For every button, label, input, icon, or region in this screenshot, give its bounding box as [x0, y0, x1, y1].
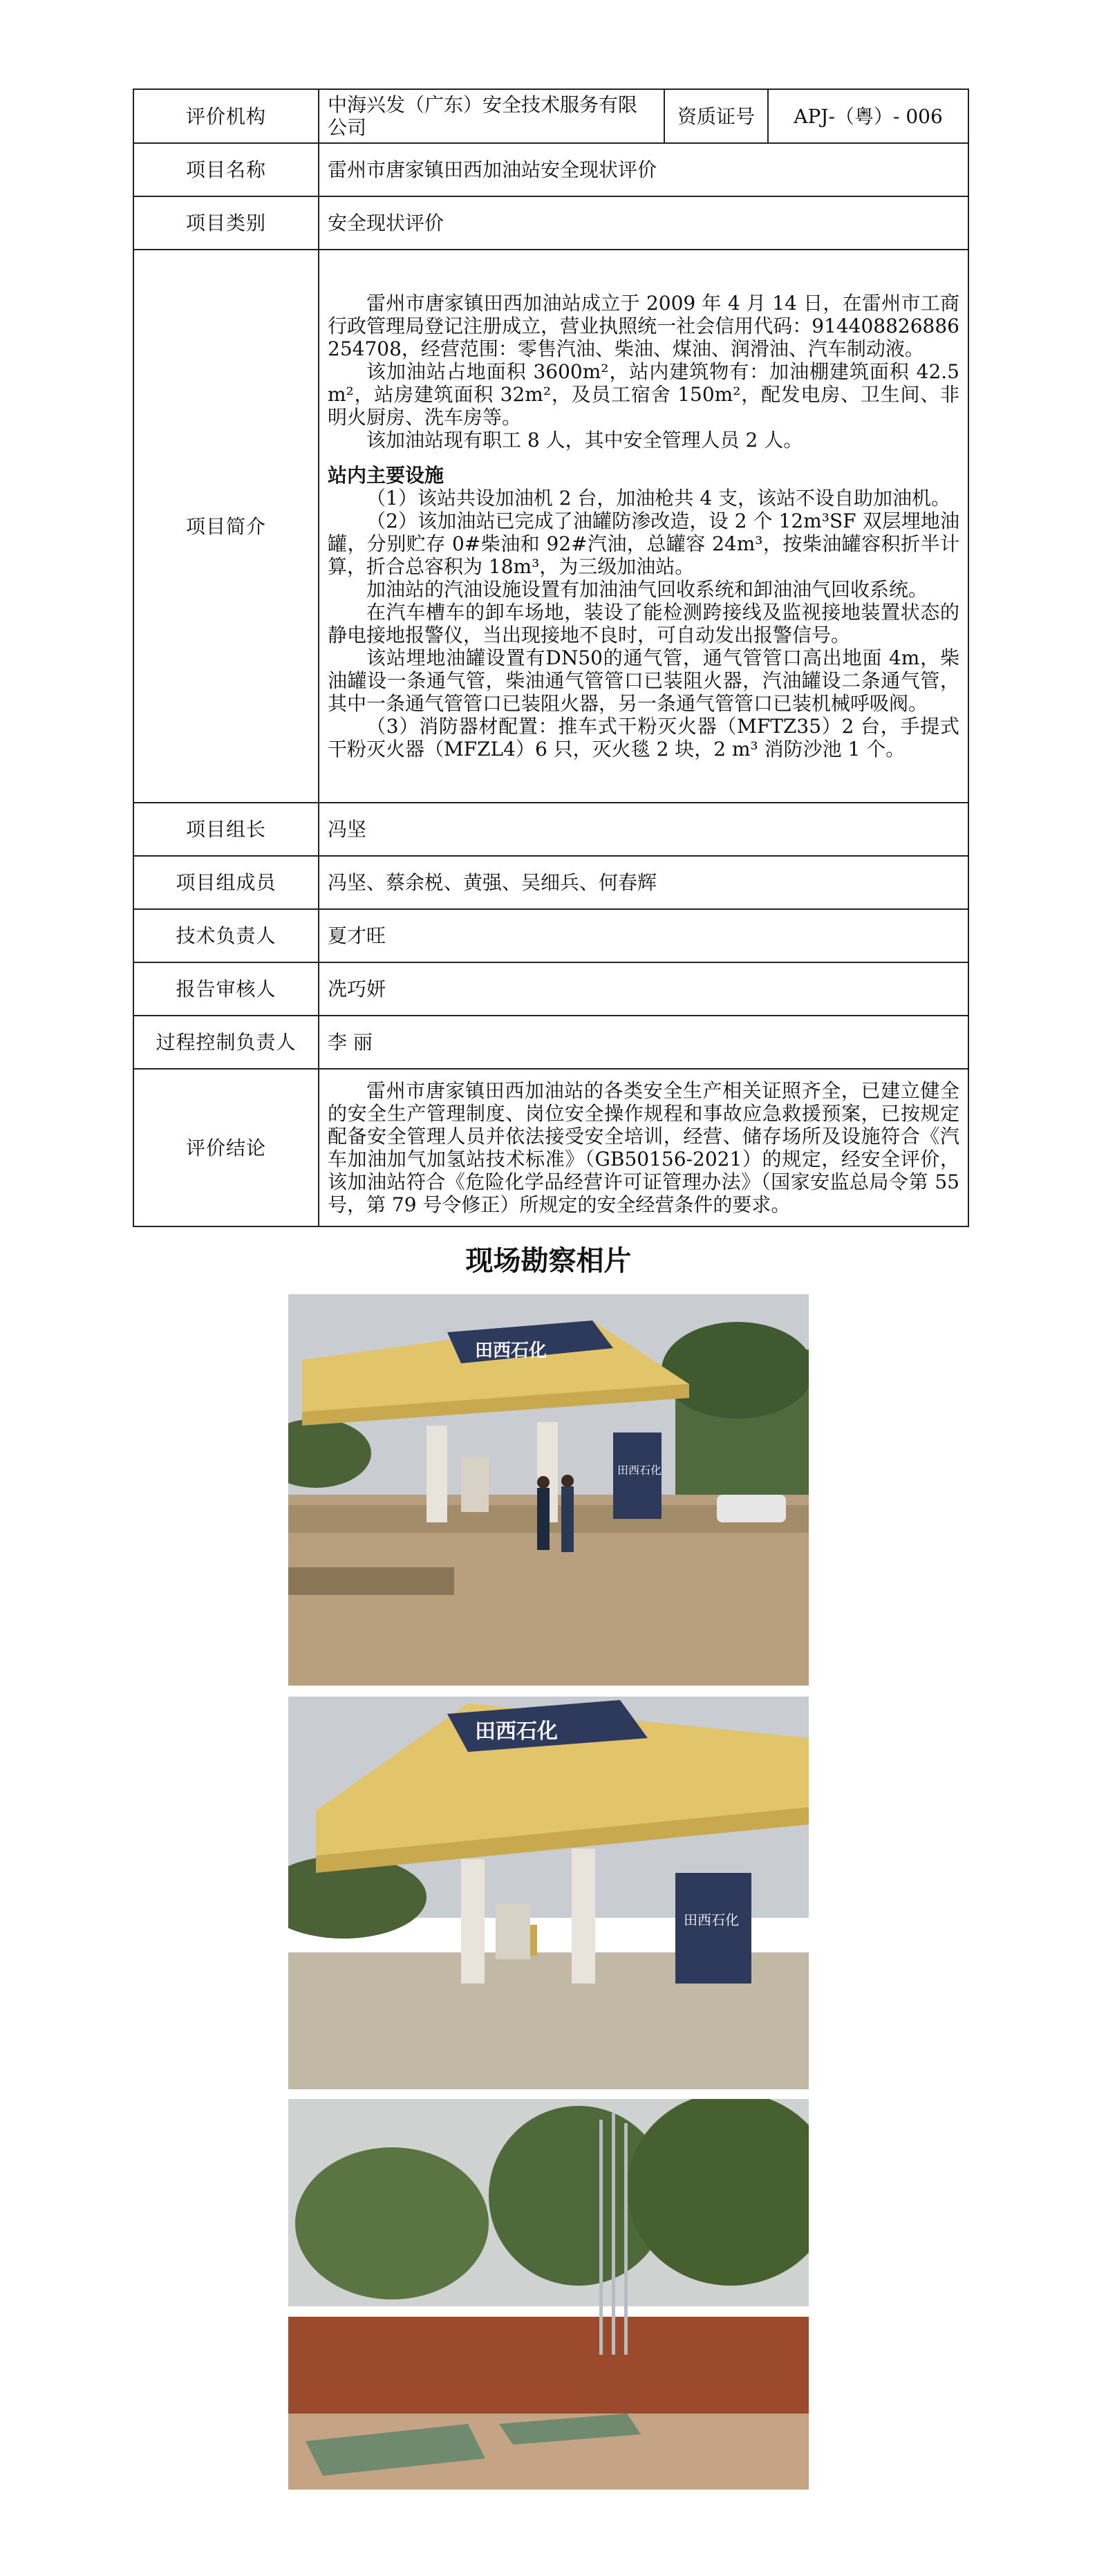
intro-p8: 该站埋地油罐设置有DN50的通气管，通气管管口高出地面 4m，柴油罐设一条通气管，柴油通气管管口已装阻火器，汽油罐设二条通气管，其中一条通气管管口已装阻火器，另一条通气管管口已装机械呼吸阀。: [328, 646, 959, 715]
org-value: 中海兴发（广东）安全技术服务有限公司: [319, 89, 664, 143]
row-reviewer: [133, 962, 968, 1016]
intro-p7: 在汽车槽车的卸车场地，装设了能检测跨接线及监视接地装置状态的静电接地报警仪，当出现接地不良时，可自动发出报警信号。: [328, 601, 959, 646]
row-members: [133, 856, 968, 909]
row-project-type: [133, 196, 968, 250]
process-value: 李 丽: [319, 1016, 968, 1069]
tech-value: 夏才旺: [319, 909, 968, 962]
row-process: [133, 1016, 968, 1069]
row-conclusion: [133, 1069, 968, 1226]
conclusion-value: [319, 1069, 968, 1226]
canopy-sign-text-2: 田西石化: [475, 1719, 558, 1744]
intro-p2: 该加油站占地面积 3600m²，站内建筑物有：加油棚建筑面积 42.5m²，站房建筑面积 32m²，及员工宿舍 150m²，配发电房、卫生间、非明火厨房、洗车房等。: [328, 360, 959, 429]
intro-p9: （3）消防器材配置：推车式干粉灭火器（MFTZ35）2 台，手提式干粉灭火器（MFZL4）6 只，灭火毯 2 块，2 m³ 消防沙池 1 个。: [328, 715, 959, 760]
reviewer-label: 报告审核人: [133, 962, 319, 1016]
intro-p4: （1）该站共设加油机 2 台，加油枪共 4 支，该站不设自助加油机。: [366, 487, 951, 510]
intro-p6: 加油站的汽油设施设置有加油油气回收系统和卸油油气回收系统。: [366, 578, 928, 601]
site-photo-1: [288, 1294, 809, 1686]
leader-label: 项目组长: [133, 803, 319, 856]
evaluation-info-table: [133, 88, 969, 1227]
canopy-sign-text: 田西石化: [475, 1341, 547, 1361]
intro-p1: 雷州市唐家镇田西加油站成立于 2009 年 4 月 14 日，在雷州市工商行政管理局登记注册成立，营业执照统一社会信用代码：914408826886254708，经营范围：零售汽油、柴油、煤油、润滑油、汽车制动液。: [328, 292, 959, 360]
cert-value: APJ-（粤）- 006: [768, 89, 968, 143]
members-label: 项目组成员: [133, 856, 319, 909]
members-value: 冯坚、蔡余棁、黄强、吴细兵、何春辉: [319, 856, 968, 909]
site-photo-1-image: [288, 1294, 809, 1686]
project-name-value: 雷州市唐家镇田西加油站安全现状评价: [319, 143, 968, 196]
store-sign-text-2: 田西石化: [684, 1912, 739, 1928]
site-photo-3: [288, 2099, 809, 2490]
project-type-value: 安全现状评价: [319, 196, 968, 250]
org-label: 评价机构: [133, 89, 319, 143]
site-photo-2-image: [288, 1697, 809, 2089]
intro-p5: （2）该加油站已完成了油罐防渗改造，设 2 个 12m³SF 双层埋地油罐，分别贮存 0#柴油和 92#汽油，总罐容 24m³，按柴油罐容积折半计算，折合总容积为 18m³，为三级加油站。: [328, 510, 959, 578]
row-intro: [133, 250, 968, 803]
conclusion-label: 评价结论: [133, 1069, 319, 1226]
project-type-label: 项目类别: [133, 196, 319, 250]
process-label: 过程控制负责人: [133, 1016, 319, 1069]
project-name-label: 项目名称: [133, 143, 319, 196]
cert-label: 资质证号: [664, 89, 768, 143]
site-photo-3-image: [288, 2099, 809, 2490]
row-project-name: [133, 143, 968, 196]
conclusion-text: 雷州市唐家镇田西加油站的各类安全生产相关证照齐全，已建立健全的安全生产管理制度、岗位安全操作规程和事故应急救援预案，已按规定配备安全管理人员并依法接受安全培训，经营、储存场所及设施符合《汽车加油加气加氢站技术标准》（GB50156-2021）的规定，经安全评价，该加油站符合《危险化学品经营许可证管理办法》（国家安监总局令第 55 号，第 79 号令修正）所规定的安全经营条件的要求。: [328, 1079, 959, 1216]
row-tech: [133, 909, 968, 962]
facilities-heading: 站内主要设施: [328, 464, 444, 487]
store-sign-text: 田西石化: [617, 1464, 662, 1477]
site-photo-2: [288, 1697, 809, 2089]
row-org: [133, 89, 968, 143]
leader-value: 冯坚: [319, 803, 968, 856]
reviewer-value: 冼巧妍: [319, 962, 968, 1016]
intro-content: [319, 250, 968, 803]
tech-label: 技术负责人: [133, 909, 319, 962]
row-leader: [133, 803, 968, 856]
photos-title: 现场勘察相片: [465, 1245, 632, 1277]
intro-label: 项目简介: [133, 250, 319, 803]
intro-p3: 该加油站现有职工 8 人，其中安全管理人员 2 人。: [366, 429, 803, 451]
